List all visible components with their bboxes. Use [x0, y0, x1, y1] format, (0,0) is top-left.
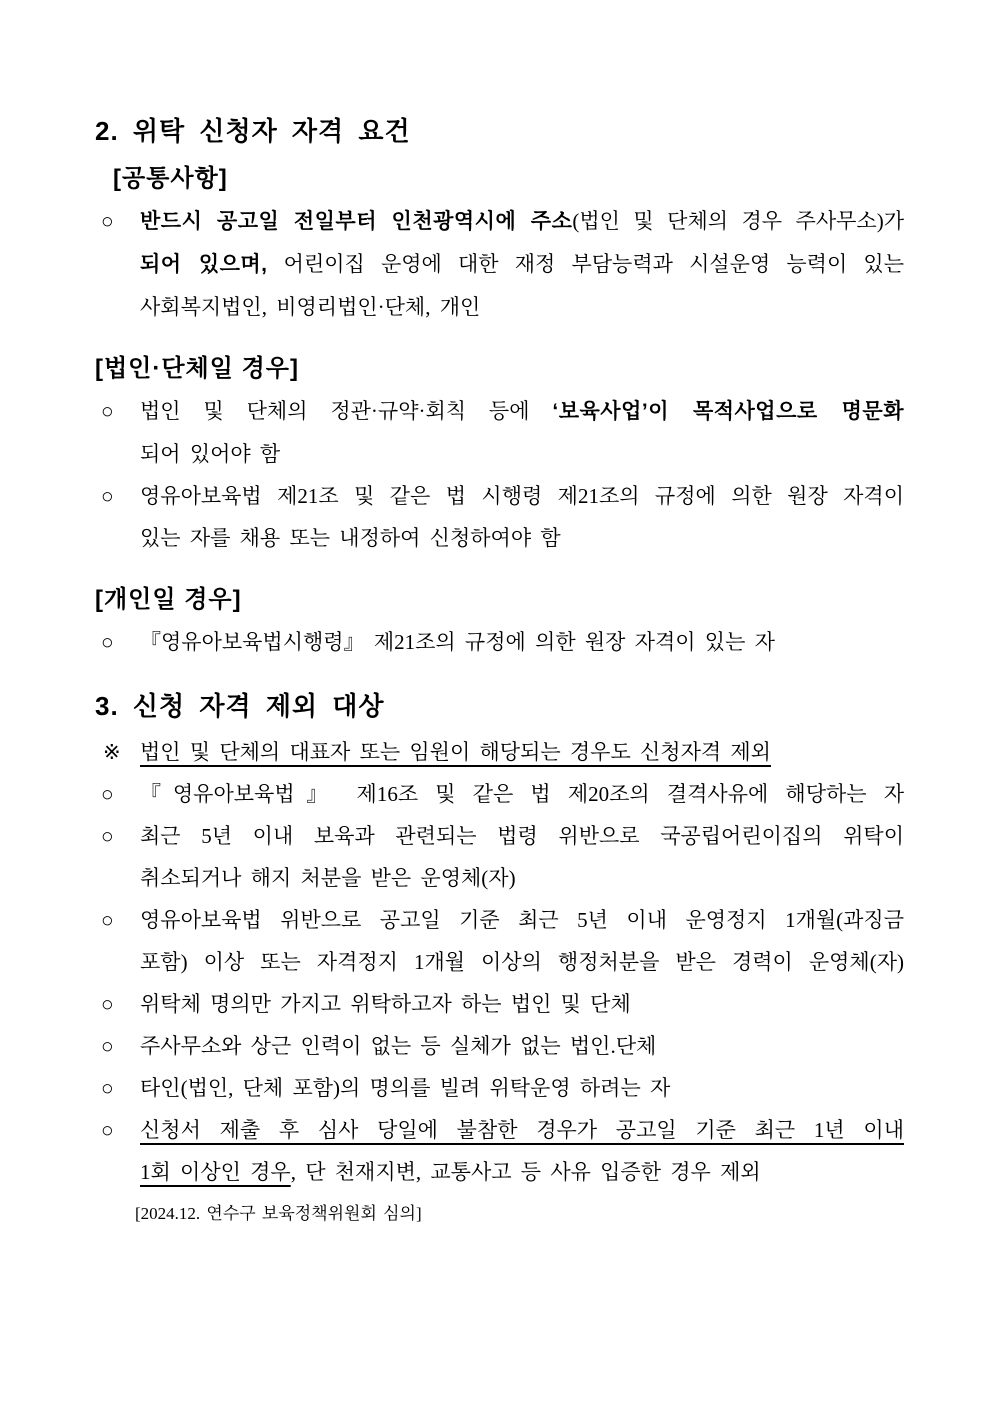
underlined-text: 법인 및 단체의 대표자 또는 임원이 해당되는 경우도 신청자격 제외 — [140, 740, 771, 764]
text-line — [140, 899, 904, 941]
emphasis-text: 반드시 공고일 전일부터 인천광역시에 주소 — [140, 210, 573, 233]
body-text: 취소되거나 해지 처분을 받은 운영체(자) — [140, 866, 516, 890]
text-line — [140, 200, 904, 243]
circle-bullet-icon: ○ — [101, 992, 114, 1016]
text-line — [140, 1151, 904, 1193]
body-text: 되어 있어야 함 — [140, 442, 281, 466]
bullet-item — [95, 1025, 904, 1067]
body-text: 주사무소와 상근 인력이 없는 등 실체가 없는 법인.단체 — [140, 1034, 657, 1058]
text-line — [140, 815, 904, 857]
circle-bullet-icon: ○ — [101, 824, 114, 848]
body-text: 위탁체 명의만 가지고 위탁하고자 하는 법인 및 단체 — [140, 992, 631, 1016]
text-line — [140, 621, 904, 663]
body-text: , 단 천재지변, 교통사고 등 사유 입증한 경우 제외 — [290, 1160, 761, 1184]
reference-mark-icon: ※ — [103, 740, 121, 764]
body-text: 『영유아보육법시행령』 제21조의 규정에 의한 원장 자격이 있는 자 — [140, 630, 775, 654]
text-line — [140, 390, 904, 433]
body-text: 최근 5년 이내 보육과 관련되는 법령 위반으로 국공립어린이집의 위탁이 — [140, 824, 904, 848]
circle-bullet-icon: ○ — [101, 399, 114, 423]
emphasis-text: ‘보육사업’이 목적사업으로 명문화 — [552, 400, 904, 423]
bullet-item — [95, 200, 904, 328]
underlined-text: 1회 이상인 경우 — [140, 1160, 291, 1184]
body-text: 포함) 이상 또는 자격정지 1개월 이상의 행정처분을 받은 경력이 운영체(자) — [140, 950, 904, 974]
circle-bullet-icon: ○ — [101, 1034, 114, 1058]
circle-bullet-icon: ○ — [101, 209, 114, 233]
body-text: 있는 자를 채용 또는 내정하여 신청하여야 함 — [140, 526, 561, 550]
circle-bullet-icon: ○ — [101, 908, 114, 932]
circle-bullet-icon: ○ — [101, 630, 114, 654]
bullet-item — [95, 621, 904, 663]
bullet-item — [95, 815, 904, 899]
text-line — [140, 475, 904, 517]
text-line — [140, 1109, 904, 1151]
subsection-header: [법인·단체일 경우] — [95, 355, 299, 382]
emphasis-text: 되어 있으며, — [140, 253, 268, 276]
text-line — [140, 773, 904, 815]
text-line — [140, 517, 904, 559]
body-text: (법인 및 단체의 경우 주사무소)가 — [572, 209, 904, 233]
text-line — [140, 1067, 904, 1109]
text-line — [140, 983, 904, 1025]
body-text: 사회복지법인, 비영리법인·단체, 개인 — [140, 295, 481, 319]
body-text: 타인(법인, 단체 포함)의 명의를 빌려 위탁운영 하려는 자 — [140, 1076, 671, 1100]
body-text: 영유아보육법 제21조 및 같은 법 시행령 제21조의 규정에 의한 원장 자격이 — [140, 484, 904, 508]
body-text: 법인 및 단체의 정관·규약·회칙 등에 — [140, 399, 553, 423]
document-content — [95, 110, 904, 1227]
bullet-item — [95, 983, 904, 1025]
text-line — [140, 731, 904, 773]
underlined-text: 신청서 제출 후 심사 당일에 불참한 경우가 공고일 기준 최근 1년 이내 — [140, 1118, 904, 1142]
circle-bullet-icon: ○ — [101, 1076, 114, 1100]
circle-bullet-icon: ○ — [101, 782, 114, 806]
body-text: 어린이집 운영에 대한 재정 부담능력과 시설운영 능력이 있는 — [267, 252, 904, 276]
bullet-item — [95, 899, 904, 983]
circle-bullet-icon: ○ — [101, 484, 114, 508]
bullet-item — [95, 1109, 904, 1193]
body-text: 『영유아보육법』 제16조 및 같은 법 제20조의 결격사유에 해당하는 자 — [140, 782, 904, 806]
review-note: [2024.12. 연수구 보육정책위원회 심의] — [135, 1204, 422, 1223]
text-line — [140, 243, 904, 286]
subsection-header: [공통사항] — [113, 165, 228, 192]
text-line — [140, 286, 904, 328]
text-line — [140, 857, 904, 899]
circle-bullet-icon: ○ — [101, 1118, 114, 1142]
bullet-item — [95, 773, 904, 815]
body-text: 영유아보육법 위반으로 공고일 기준 최근 5년 이내 운영정지 1개월(과징금 — [140, 908, 904, 932]
section-title: 3. 신청 자격 제외 대상 — [95, 691, 385, 721]
bullet-item — [95, 390, 904, 475]
subsection-header: [개인일 경우] — [95, 586, 242, 613]
text-line — [140, 1025, 904, 1067]
section-title: 2. 위탁 신청자 자격 요건 — [95, 116, 411, 146]
text-line — [140, 433, 904, 475]
bullet-item — [95, 1067, 904, 1109]
text-line — [140, 941, 904, 983]
bullet-item — [95, 475, 904, 559]
remark-item — [95, 731, 904, 773]
